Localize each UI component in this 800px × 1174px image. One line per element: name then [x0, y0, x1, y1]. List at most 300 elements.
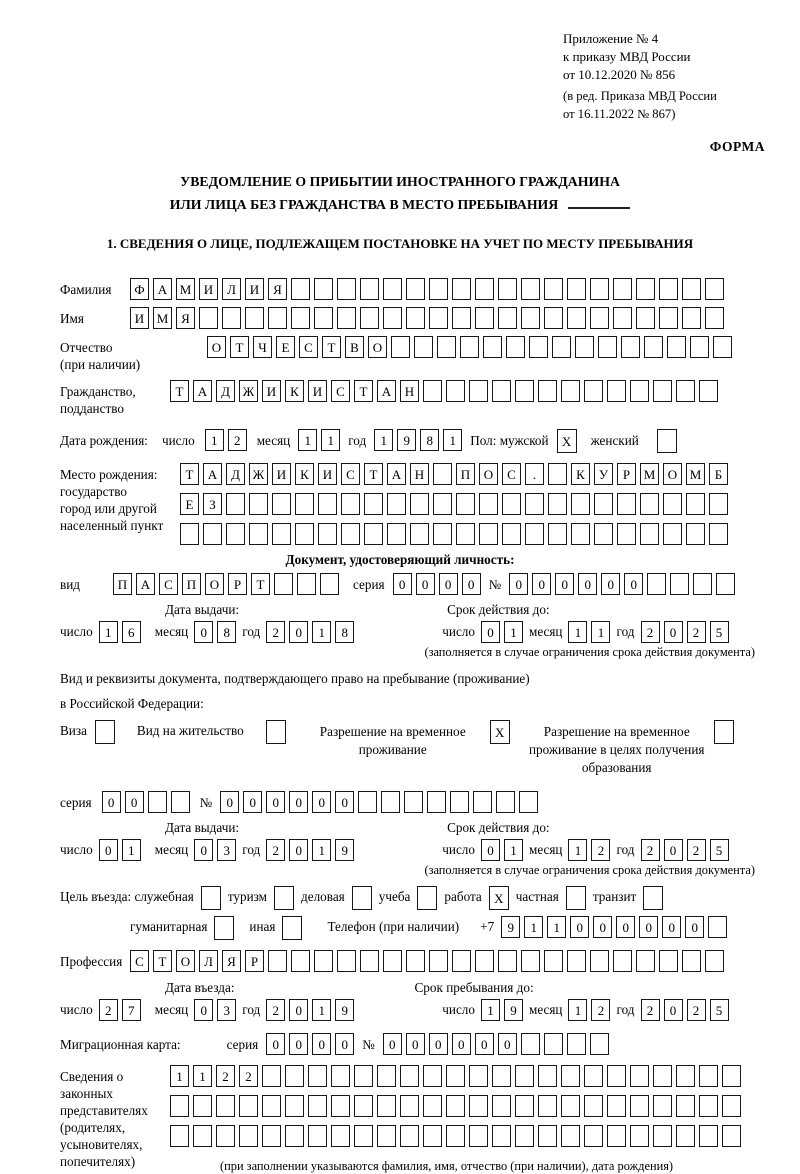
form-cell[interactable]	[538, 1125, 557, 1147]
form-cell[interactable]: 2	[687, 621, 706, 643]
form-cell[interactable]	[272, 523, 291, 545]
form-cell[interactable]: 1	[524, 916, 543, 938]
form-cell[interactable]: С	[502, 463, 521, 485]
form-cell[interactable]: 9	[335, 999, 354, 1021]
form-cell[interactable]	[699, 1125, 718, 1147]
form-cell[interactable]	[515, 1095, 534, 1117]
birthplace-cells-row2[interactable]	[180, 493, 728, 515]
form-cell[interactable]	[433, 463, 452, 485]
purpose-tourism-checkbox[interactable]	[274, 886, 294, 910]
residence-permit-checkbox[interactable]	[266, 720, 286, 744]
form-cell[interactable]: Л	[222, 278, 241, 300]
form-cell[interactable]	[469, 380, 488, 402]
form-cell[interactable]: И	[262, 380, 281, 402]
form-cell[interactable]	[429, 950, 448, 972]
form-cell[interactable]	[492, 380, 511, 402]
form-cell[interactable]: О	[207, 336, 226, 358]
form-cell[interactable]: 9	[504, 999, 523, 1021]
form-cell[interactable]: Л	[199, 950, 218, 972]
form-cell[interactable]	[437, 336, 456, 358]
form-cell[interactable]: 0	[481, 839, 500, 861]
form-cell[interactable]	[308, 1125, 327, 1147]
form-cell[interactable]	[525, 493, 544, 515]
form-cell[interactable]	[364, 493, 383, 515]
form-cell[interactable]	[502, 523, 521, 545]
form-cell[interactable]: И	[308, 380, 327, 402]
form-cell[interactable]: Я	[176, 307, 195, 329]
form-cell[interactable]	[647, 573, 666, 595]
form-cell[interactable]: 0	[289, 1033, 308, 1055]
form-cell[interactable]	[607, 380, 626, 402]
form-cell[interactable]: А	[203, 463, 222, 485]
form-cell[interactable]: С	[341, 463, 360, 485]
form-cell[interactable]	[670, 573, 689, 595]
form-cell[interactable]	[519, 791, 538, 813]
form-cell[interactable]: 0	[416, 573, 435, 595]
citizenship-cells[interactable]	[170, 380, 718, 402]
permit-valid-day-cells[interactable]	[481, 839, 523, 861]
form-cell[interactable]: 0	[439, 573, 458, 595]
form-cell[interactable]: В	[345, 336, 364, 358]
form-cell[interactable]: 1	[170, 1065, 189, 1087]
form-cell[interactable]	[199, 307, 218, 329]
form-cell[interactable]	[584, 1065, 603, 1087]
form-cell[interactable]: Т	[251, 573, 270, 595]
form-cell[interactable]: 0	[555, 573, 574, 595]
form-cell[interactable]	[239, 1125, 258, 1147]
form-cell[interactable]	[291, 278, 310, 300]
form-cell[interactable]: Я	[268, 278, 287, 300]
form-cell[interactable]	[663, 493, 682, 515]
form-cell[interactable]	[498, 278, 517, 300]
form-cell[interactable]: 2	[216, 1065, 235, 1087]
form-cell[interactable]: Ч	[253, 336, 272, 358]
form-cell[interactable]: 0	[220, 791, 239, 813]
form-cell[interactable]: Т	[364, 463, 383, 485]
form-cell[interactable]	[446, 1125, 465, 1147]
form-cell[interactable]	[659, 278, 678, 300]
surname-cells[interactable]	[130, 278, 724, 300]
form-cell[interactable]	[291, 307, 310, 329]
form-cell[interactable]	[659, 950, 678, 972]
form-cell[interactable]	[262, 1065, 281, 1087]
form-cell[interactable]: 0	[194, 999, 213, 1021]
form-cell[interactable]	[274, 573, 293, 595]
form-cell[interactable]	[341, 493, 360, 515]
form-cell[interactable]	[630, 1095, 649, 1117]
form-cell[interactable]	[216, 1125, 235, 1147]
form-cell[interactable]: 1	[321, 429, 340, 451]
doc-number-cells[interactable]	[509, 573, 735, 595]
form-cell[interactable]: Д	[226, 463, 245, 485]
doc-valid-month-cells[interactable]	[568, 621, 610, 643]
form-cell[interactable]: 1	[298, 429, 317, 451]
purpose-transit-checkbox[interactable]	[643, 886, 663, 910]
birthplace-cells-row1[interactable]	[180, 463, 728, 485]
birthplace-cells-row3[interactable]	[180, 523, 728, 545]
form-cell[interactable]	[245, 307, 264, 329]
form-cell[interactable]: И	[318, 463, 337, 485]
purpose-other-checkbox[interactable]	[282, 916, 302, 940]
form-cell[interactable]	[521, 1033, 540, 1055]
form-cell[interactable]: Т	[230, 336, 249, 358]
form-cell[interactable]	[709, 493, 728, 515]
form-cell[interactable]	[716, 573, 735, 595]
form-cell[interactable]	[377, 1125, 396, 1147]
permit-valid-month-cells[interactable]	[568, 839, 610, 861]
form-cell[interactable]	[552, 336, 571, 358]
temp-residence-education-checkbox[interactable]	[714, 720, 734, 744]
form-cell[interactable]: 2	[266, 839, 285, 861]
form-cell[interactable]	[180, 523, 199, 545]
representatives-cells-row2[interactable]	[170, 1095, 741, 1117]
form-cell[interactable]	[377, 1065, 396, 1087]
form-cell[interactable]: 0	[335, 791, 354, 813]
form-cell[interactable]	[515, 1125, 534, 1147]
form-cell[interactable]	[203, 523, 222, 545]
permit-issue-year-cells[interactable]	[266, 839, 354, 861]
form-cell[interactable]	[613, 278, 632, 300]
form-cell[interactable]	[216, 1095, 235, 1117]
form-cell[interactable]: 9	[335, 839, 354, 861]
form-cell[interactable]	[653, 1125, 672, 1147]
form-cell[interactable]	[483, 336, 502, 358]
form-cell[interactable]	[705, 950, 724, 972]
form-cell[interactable]	[561, 1095, 580, 1117]
form-cell[interactable]	[331, 1095, 350, 1117]
permit-issue-day-cells[interactable]	[99, 839, 141, 861]
form-cell[interactable]	[446, 1065, 465, 1087]
form-cell[interactable]	[699, 380, 718, 402]
form-cell[interactable]: 0	[393, 573, 412, 595]
form-cell[interactable]: 2	[228, 429, 247, 451]
doc-issue-month-cells[interactable]	[194, 621, 236, 643]
form-cell[interactable]	[590, 1033, 609, 1055]
form-cell[interactable]: М	[640, 463, 659, 485]
form-cell[interactable]: 5	[710, 621, 729, 643]
form-cell[interactable]	[469, 1065, 488, 1087]
form-cell[interactable]	[433, 493, 452, 515]
form-cell[interactable]	[479, 523, 498, 545]
form-cell[interactable]: Т	[354, 380, 373, 402]
form-cell[interactable]	[452, 278, 471, 300]
form-cell[interactable]	[538, 380, 557, 402]
form-cell[interactable]: Д	[216, 380, 235, 402]
form-cell[interactable]	[492, 1095, 511, 1117]
form-cell[interactable]: 2	[99, 999, 118, 1021]
form-cell[interactable]: 0	[312, 791, 331, 813]
form-cell[interactable]	[360, 278, 379, 300]
doc-series-cells[interactable]	[393, 573, 481, 595]
form-cell[interactable]	[515, 1065, 534, 1087]
form-cell[interactable]	[427, 791, 446, 813]
form-cell[interactable]	[193, 1125, 212, 1147]
form-cell[interactable]	[713, 336, 732, 358]
form-cell[interactable]	[640, 493, 659, 515]
form-cell[interactable]	[663, 523, 682, 545]
form-cell[interactable]: Я	[222, 950, 241, 972]
form-cell[interactable]: 1	[205, 429, 224, 451]
form-cell[interactable]	[653, 1095, 672, 1117]
form-cell[interactable]: М	[176, 278, 195, 300]
form-cell[interactable]	[473, 791, 492, 813]
form-cell[interactable]: 1	[312, 621, 331, 643]
form-cell[interactable]: 0	[498, 1033, 517, 1055]
form-cell[interactable]	[722, 1065, 741, 1087]
form-cell[interactable]: 1	[481, 999, 500, 1021]
form-cell[interactable]	[354, 1125, 373, 1147]
permit-issue-month-cells[interactable]	[194, 839, 236, 861]
form-cell[interactable]	[561, 1065, 580, 1087]
form-cell[interactable]: 0	[664, 999, 683, 1021]
purpose-business-checkbox[interactable]	[352, 886, 372, 910]
form-cell[interactable]: 0	[194, 839, 213, 861]
form-cell[interactable]	[450, 791, 469, 813]
form-cell[interactable]	[429, 307, 448, 329]
form-cell[interactable]	[318, 523, 337, 545]
form-cell[interactable]	[699, 1095, 718, 1117]
form-cell[interactable]: С	[299, 336, 318, 358]
form-cell[interactable]	[693, 573, 712, 595]
form-cell[interactable]	[653, 1065, 672, 1087]
form-cell[interactable]	[567, 307, 586, 329]
form-cell[interactable]	[571, 523, 590, 545]
form-cell[interactable]	[410, 493, 429, 515]
form-cell[interactable]	[475, 950, 494, 972]
form-cell[interactable]: 1	[312, 999, 331, 1021]
form-cell[interactable]: Ж	[249, 463, 268, 485]
form-cell[interactable]: 1	[122, 839, 141, 861]
form-cell[interactable]: 1	[99, 621, 118, 643]
form-cell[interactable]	[360, 307, 379, 329]
form-cell[interactable]	[544, 307, 563, 329]
form-cell[interactable]	[249, 523, 268, 545]
form-cell[interactable]: 0	[532, 573, 551, 595]
form-cell[interactable]	[429, 278, 448, 300]
form-cell[interactable]: 6	[122, 621, 141, 643]
form-cell[interactable]	[571, 493, 590, 515]
form-cell[interactable]: 0	[475, 1033, 494, 1055]
doc-valid-day-cells[interactable]	[481, 621, 523, 643]
form-cell[interactable]: 1	[193, 1065, 212, 1087]
form-cell[interactable]: Н	[400, 380, 419, 402]
form-cell[interactable]: М	[686, 463, 705, 485]
form-cell[interactable]: И	[130, 307, 149, 329]
doc-valid-year-cells[interactable]	[641, 621, 729, 643]
form-cell[interactable]	[410, 523, 429, 545]
form-cell[interactable]	[285, 1065, 304, 1087]
form-cell[interactable]: 1	[568, 621, 587, 643]
form-cell[interactable]: 0	[194, 621, 213, 643]
form-cell[interactable]: 1	[568, 999, 587, 1021]
form-cell[interactable]	[452, 950, 471, 972]
form-cell[interactable]	[406, 307, 425, 329]
form-cell[interactable]: К	[295, 463, 314, 485]
form-cell[interactable]	[676, 1095, 695, 1117]
form-cell[interactable]	[686, 493, 705, 515]
stay-month-cells[interactable]	[568, 999, 610, 1021]
form-cell[interactable]	[548, 463, 567, 485]
form-cell[interactable]	[297, 573, 316, 595]
form-cell[interactable]: О	[368, 336, 387, 358]
form-cell[interactable]	[475, 278, 494, 300]
form-cell[interactable]	[613, 307, 632, 329]
form-cell[interactable]	[521, 950, 540, 972]
form-cell[interactable]: П	[182, 573, 201, 595]
form-cell[interactable]: А	[387, 463, 406, 485]
form-cell[interactable]: 0	[335, 1033, 354, 1055]
form-cell[interactable]	[314, 307, 333, 329]
form-cell[interactable]	[690, 336, 709, 358]
form-cell[interactable]	[722, 1125, 741, 1147]
form-cell[interactable]: Ф	[130, 278, 149, 300]
form-cell[interactable]	[337, 950, 356, 972]
form-cell[interactable]: М	[153, 307, 172, 329]
form-cell[interactable]	[452, 307, 471, 329]
form-cell[interactable]	[584, 1095, 603, 1117]
form-cell[interactable]	[492, 1065, 511, 1087]
temp-residence-checkbox[interactable]: X	[490, 720, 510, 744]
form-cell[interactable]: 0	[624, 573, 643, 595]
form-cell[interactable]	[377, 1095, 396, 1117]
form-cell[interactable]: 9	[397, 429, 416, 451]
form-cell[interactable]: 0	[312, 1033, 331, 1055]
form-cell[interactable]: Н	[410, 463, 429, 485]
form-cell[interactable]	[567, 1033, 586, 1055]
form-cell[interactable]	[295, 493, 314, 515]
form-cell[interactable]	[170, 1095, 189, 1117]
form-cell[interactable]: Т	[153, 950, 172, 972]
form-cell[interactable]	[590, 278, 609, 300]
form-cell[interactable]	[636, 950, 655, 972]
form-cell[interactable]	[285, 1125, 304, 1147]
form-cell[interactable]: К	[285, 380, 304, 402]
form-cell[interactable]: 1	[504, 621, 523, 643]
form-cell[interactable]: Т	[180, 463, 199, 485]
permit-number-cells[interactable]	[220, 791, 538, 813]
form-cell[interactable]: 0	[509, 573, 528, 595]
form-cell[interactable]: 1	[504, 839, 523, 861]
purpose-private-checkbox[interactable]	[566, 886, 586, 910]
form-cell[interactable]	[285, 1095, 304, 1117]
form-cell[interactable]	[498, 307, 517, 329]
form-cell[interactable]: Т	[322, 336, 341, 358]
form-cell[interactable]: 0	[662, 916, 681, 938]
form-cell[interactable]: К	[571, 463, 590, 485]
form-cell[interactable]: С	[130, 950, 149, 972]
form-cell[interactable]: 0	[664, 839, 683, 861]
form-cell[interactable]: И	[245, 278, 264, 300]
form-cell[interactable]: 0	[289, 999, 308, 1021]
form-cell[interactable]	[171, 791, 190, 813]
form-cell[interactable]	[383, 278, 402, 300]
form-cell[interactable]: П	[456, 463, 475, 485]
form-cell[interactable]	[636, 307, 655, 329]
firstname-cells[interactable]	[130, 307, 724, 329]
form-cell[interactable]	[544, 950, 563, 972]
form-cell[interactable]	[594, 493, 613, 515]
purpose-humanitarian-checkbox[interactable]	[214, 916, 234, 940]
form-cell[interactable]	[239, 1095, 258, 1117]
birth-day-cells[interactable]	[205, 429, 247, 451]
form-cell[interactable]	[538, 1095, 557, 1117]
form-cell[interactable]	[354, 1065, 373, 1087]
representatives-cells-row3[interactable]	[170, 1125, 741, 1147]
profession-cells[interactable]	[130, 950, 724, 972]
form-cell[interactable]	[630, 1065, 649, 1087]
form-cell[interactable]	[590, 950, 609, 972]
form-cell[interactable]	[360, 950, 379, 972]
form-cell[interactable]	[722, 1095, 741, 1117]
patronymic-cells[interactable]	[207, 336, 732, 358]
form-cell[interactable]	[446, 1095, 465, 1117]
form-cell[interactable]	[644, 336, 663, 358]
form-cell[interactable]	[446, 380, 465, 402]
form-cell[interactable]	[594, 523, 613, 545]
form-cell[interactable]: 0	[601, 573, 620, 595]
form-cell[interactable]	[607, 1095, 626, 1117]
form-cell[interactable]	[705, 278, 724, 300]
form-cell[interactable]: О	[205, 573, 224, 595]
form-cell[interactable]: 0	[266, 1033, 285, 1055]
form-cell[interactable]: 8	[335, 621, 354, 643]
form-cell[interactable]: 3	[217, 999, 236, 1021]
entry-month-cells[interactable]	[194, 999, 236, 1021]
form-cell[interactable]	[621, 336, 640, 358]
form-cell[interactable]	[387, 523, 406, 545]
stay-day-cells[interactable]	[481, 999, 523, 1021]
form-cell[interactable]	[544, 1033, 563, 1055]
form-cell[interactable]: 7	[122, 999, 141, 1021]
form-cell[interactable]	[630, 1125, 649, 1147]
form-cell[interactable]: 0	[266, 791, 285, 813]
form-cell[interactable]	[364, 523, 383, 545]
form-cell[interactable]: .	[525, 463, 544, 485]
form-cell[interactable]	[590, 307, 609, 329]
form-cell[interactable]	[538, 1065, 557, 1087]
form-cell[interactable]	[699, 1065, 718, 1087]
form-cell[interactable]	[262, 1125, 281, 1147]
migration-number-cells[interactable]	[383, 1033, 609, 1055]
migration-series-cells[interactable]	[266, 1033, 354, 1055]
form-cell[interactable]	[498, 950, 517, 972]
form-cell[interactable]	[320, 573, 339, 595]
form-cell[interactable]	[529, 336, 548, 358]
form-cell[interactable]: А	[136, 573, 155, 595]
form-cell[interactable]	[515, 380, 534, 402]
form-cell[interactable]	[318, 493, 337, 515]
form-cell[interactable]: И	[272, 463, 291, 485]
purpose-work-checkbox[interactable]: X	[489, 886, 509, 910]
form-cell[interactable]	[682, 278, 701, 300]
form-cell[interactable]	[521, 307, 540, 329]
form-cell[interactable]: А	[377, 380, 396, 402]
form-cell[interactable]	[686, 523, 705, 545]
form-cell[interactable]	[709, 523, 728, 545]
form-cell[interactable]: Е	[276, 336, 295, 358]
form-cell[interactable]	[314, 950, 333, 972]
form-cell[interactable]: Ж	[239, 380, 258, 402]
form-cell[interactable]	[636, 278, 655, 300]
stay-year-cells[interactable]	[641, 999, 729, 1021]
form-cell[interactable]	[479, 493, 498, 515]
form-cell[interactable]	[381, 791, 400, 813]
form-cell[interactable]	[170, 1125, 189, 1147]
form-cell[interactable]: У	[594, 463, 613, 485]
form-cell[interactable]: 0	[639, 916, 658, 938]
form-cell[interactable]: С	[331, 380, 350, 402]
purpose-official-checkbox[interactable]	[201, 886, 221, 910]
